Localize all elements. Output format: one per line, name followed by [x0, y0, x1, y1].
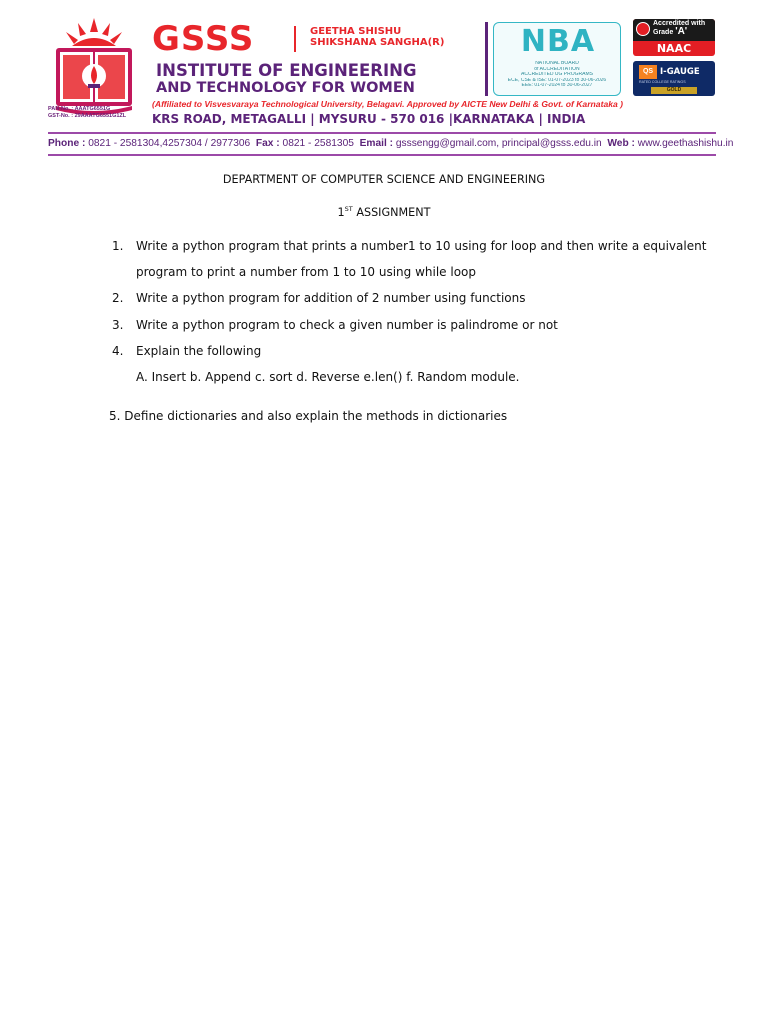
letterhead — [0, 0, 768, 160]
naac-label: NAAC — [656, 42, 692, 55]
institute-name-line-1: INSTITUTE OF ENGINEERING — [156, 61, 417, 80]
assignment-heading — [0, 205, 768, 221]
assignment-word: ASSIGNMENT — [352, 206, 431, 219]
question-3-text: Write a python program to check a given number is palindrome or not — [136, 318, 558, 332]
sangha-line-1: GEETHA SHISHU — [310, 26, 402, 37]
nba-accreditation-badge — [493, 22, 621, 96]
sangha-name — [310, 26, 510, 48]
qs-label: I-GAUGE — [660, 67, 700, 77]
pan-number: PAN-No. : AAATG6551G — [48, 106, 111, 112]
qs-logo-icon: QS — [639, 65, 657, 79]
institute-name-line-2: AND TECHNOLOGY FOR WOMEN — [156, 80, 415, 96]
question-4-line-2: A. Insert b. Append c. sort d. Reverse e.len() f. Random module. — [136, 370, 520, 384]
question-4-number: 4. — [112, 344, 124, 358]
assignment-number: 1 — [337, 206, 345, 219]
question-3-number: 3. — [112, 318, 124, 332]
contact-rule-top — [48, 132, 716, 134]
sangha-line-2: SHIKSHANA SANGHA(R) — [310, 37, 445, 48]
email-value[interactable]: gsssengg@gmail.com, principal@gsss.edu.in — [395, 138, 602, 149]
nba-line-4: ECE, CSE & ISE: 01-07-2023 to 30-06-2026 — [507, 77, 607, 83]
nba-logo: NBA — [520, 24, 596, 59]
question-5-text: 5. Define dictionaries and also explain the methods in dictionaries — [109, 409, 508, 423]
nba-line-1: NATIONAL BOARD — [535, 61, 579, 66]
fax-value: 0821 - 2581305 — [282, 138, 354, 149]
web-value[interactable]: www.geethashishu.in — [637, 138, 734, 149]
department-heading: DEPARTMENT OF COMPUTER SCIENCE AND ENGINEERING — [222, 173, 546, 186]
qs-subtitle: RATED COLLEGE RATINGS — [639, 80, 686, 84]
question-2-number: 2. — [112, 291, 124, 305]
brand-title: GSSS — [152, 19, 255, 59]
fax-label: Fax : — [255, 138, 280, 149]
nba-details — [498, 61, 616, 89]
email-label: Email : — [359, 138, 393, 149]
phone-value: 0821 - 2581304,4257304 / 2977306 — [88, 138, 251, 149]
naac-accredited: Accredited with Grade — [653, 20, 706, 36]
question-1-line-1: Write a python program that prints a number1 to 10 using for loop and then write a equivalent — [136, 239, 707, 253]
institute-address: KRS ROAD, METAGALLI | MYSURU - 570 016 |KARNATAKA | INDIA — [152, 112, 586, 126]
gst-number: GST-No. : 29AAATG6551G1ZL — [48, 112, 127, 119]
web-label: Web : — [607, 138, 635, 149]
naac-top-band — [633, 19, 715, 41]
contact-rule-bottom — [48, 154, 716, 156]
affiliation-note: (Affiliated to Visvesvaraya Technological University, Belagavi. Approved by AICTE New Delhi & Govt. of Karnataka ) — [152, 99, 624, 109]
nba-line-3: ACCREDITED UG PROGRAMS — [521, 72, 593, 78]
brand-separator — [294, 26, 296, 52]
nba-line-2: of ACCREDITATION — [534, 66, 580, 72]
phone-label: Phone : — [48, 138, 86, 149]
qs-igauge-badge — [633, 61, 715, 96]
assignment-ordinal: ST — [344, 205, 353, 213]
qs-tier: GOLD — [651, 87, 697, 94]
naac-badge — [633, 19, 715, 56]
question-4-line-1: Explain the following — [136, 344, 262, 358]
question-1-number: 1. — [112, 239, 124, 253]
question-1-line-2: program to print a number from 1 to 10 using while loop — [136, 265, 477, 279]
contact-line — [48, 136, 734, 151]
nba-line-5: EEE: 01-07-2024 to 30-06-2027 — [521, 83, 593, 89]
pan-gst-block — [48, 106, 148, 119]
header-divider — [485, 22, 488, 96]
naac-seal-icon — [636, 22, 650, 36]
naac-accreditation-text — [653, 20, 715, 37]
naac-grade: 'A' — [675, 26, 688, 37]
question-2-text: Write a python program for addition of 2 number using functions — [136, 291, 526, 305]
